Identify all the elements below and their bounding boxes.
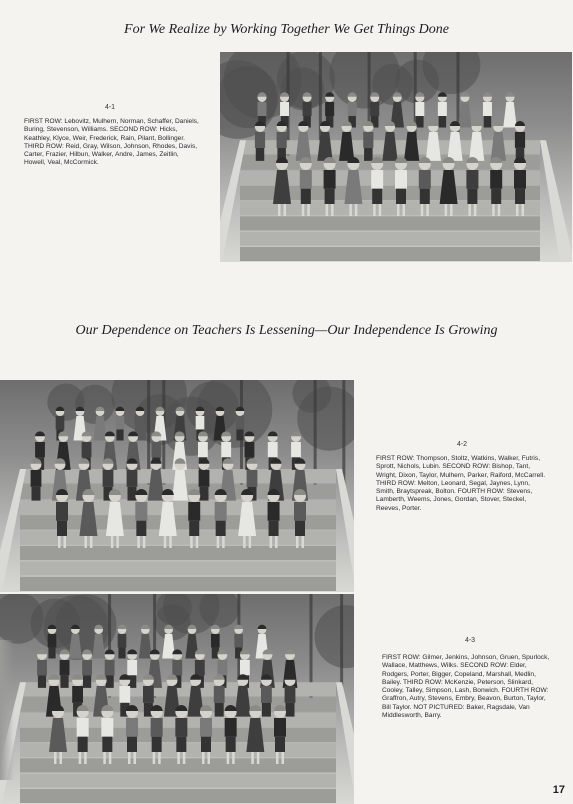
child-leg xyxy=(450,204,453,216)
child-shirt xyxy=(363,132,373,148)
child-shirt xyxy=(127,660,137,675)
child-hair xyxy=(49,674,60,679)
child-shirt xyxy=(48,634,57,647)
child-hair xyxy=(37,649,47,654)
child-trousers xyxy=(200,487,209,501)
child-trousers xyxy=(301,189,311,204)
child-shirt xyxy=(415,102,424,116)
child-dress xyxy=(447,132,462,161)
child-leg xyxy=(373,204,376,216)
child-leg xyxy=(60,752,63,764)
child-leg xyxy=(307,204,310,216)
child-hair xyxy=(35,431,45,436)
stair-wall-right xyxy=(336,682,354,804)
child-shirt xyxy=(196,416,205,429)
stair-step xyxy=(20,531,336,545)
child-trousers xyxy=(372,189,382,204)
child-leg xyxy=(284,204,287,216)
child-leg xyxy=(103,752,106,764)
child-shirt xyxy=(280,102,289,116)
child-shirt xyxy=(294,502,306,521)
child-leg xyxy=(326,204,329,216)
child-trousers xyxy=(484,116,492,127)
child-shirt xyxy=(277,132,287,148)
child-shirt xyxy=(325,102,334,116)
stair-step xyxy=(20,774,336,788)
section-number-4-3: 4-3 xyxy=(464,637,476,644)
child-trousers xyxy=(136,521,146,536)
child-leg xyxy=(296,536,299,548)
caption-4-3: FIRST ROW: Gilmer, Jenkins, Johnson, Gruen, Spurlock, Wallace, Matthews, Wilks. SECOND ROW: Elder, Rodgers, Porter, Bigger, Copeland, Marshall, Medlin, Bailey. THIRD ROW: McKenzie, Peterson, Slinkard, Cooley, Talley, Simpson, Lash, Bonwich. FOURTH ROW: Graffron, Autry, Stevens, Embry, Beavon, Burton, Taylor, Bill Taylor. NOT PICTURED: Baker, Ragsdale, Van Middlesworth, Barry. xyxy=(382,654,550,720)
middle-heading: Our Dependence on Teachers Is Lessening—Our Independence Is Growing xyxy=(75,323,498,338)
child-leg xyxy=(109,752,112,764)
child-leg xyxy=(164,536,167,548)
section-number-4-1: 4-1 xyxy=(104,104,116,111)
child-leg xyxy=(492,204,495,216)
child-leg xyxy=(90,536,93,548)
stair-step xyxy=(20,561,336,575)
child-leg xyxy=(331,204,334,216)
child-leg xyxy=(278,204,281,216)
child-dress xyxy=(426,132,441,161)
child-trousers xyxy=(364,148,373,161)
child-leg xyxy=(196,536,199,548)
child-leg xyxy=(379,204,382,216)
child-trousers xyxy=(226,737,236,752)
child-shirt xyxy=(234,634,243,647)
child-trousers xyxy=(118,647,125,658)
child-leg xyxy=(276,752,279,764)
child-trousers xyxy=(295,521,305,536)
child-trousers xyxy=(32,487,41,501)
child-shirt xyxy=(483,102,492,116)
child-leg xyxy=(397,204,400,216)
child-leg xyxy=(217,536,220,548)
child-trousers xyxy=(152,737,162,752)
child-dress xyxy=(503,102,517,128)
child-leg xyxy=(169,536,172,548)
child-shirt xyxy=(72,686,83,703)
child-hair xyxy=(258,625,267,629)
child-shirt xyxy=(135,502,147,521)
child-shirt xyxy=(60,660,70,675)
child-trousers xyxy=(116,429,123,440)
caption-4-1: FIRST ROW: Lebovitz, Mulhern, Norman, Schaffer, Daniels, Buring, Stevenson, Williams. SECOND ROW: Hicks, Keathley, Klyce, Weir, Frederick, Rain, Pilant, Bollinger. THIRD ROW: Reid, Gray, Wilson, Johnson, Rhodes, Davis, Carter, Frazier, Hilbun, Walker, Andre, James, Zeitlin, Howell, Veal, McCormick. xyxy=(24,118,199,167)
child-dress xyxy=(458,102,472,128)
stair-step xyxy=(240,247,540,261)
section-number-4-2: 4-2 xyxy=(456,441,468,448)
class-photo-4-2 xyxy=(0,380,354,592)
child-shirt xyxy=(56,416,65,429)
child-leg xyxy=(270,536,273,548)
child-leg xyxy=(516,204,519,216)
child-hair xyxy=(428,121,438,126)
child-leg xyxy=(275,536,278,548)
child-shirt xyxy=(514,170,526,189)
child-leg xyxy=(153,752,156,764)
child-leg xyxy=(282,752,285,764)
child-trousers xyxy=(215,703,224,717)
child-trousers xyxy=(57,521,67,536)
child-leg xyxy=(421,204,424,216)
top-heading: For We Realize by Working Together We Get Things Done xyxy=(124,22,449,37)
child-shirt xyxy=(303,102,312,116)
child-leg xyxy=(257,752,260,764)
child-shirt xyxy=(127,470,138,487)
child-dress xyxy=(296,132,311,161)
child-hair xyxy=(291,431,301,436)
child-shirt xyxy=(261,686,272,703)
child-shirt xyxy=(236,416,245,429)
child-trousers xyxy=(396,189,406,204)
tree-foliage xyxy=(314,605,354,668)
child-shirt xyxy=(291,442,301,457)
child-shirt xyxy=(35,442,45,457)
child-shirt xyxy=(214,686,225,703)
child-trousers xyxy=(127,737,137,752)
stair-step xyxy=(20,577,336,591)
child-trousers xyxy=(286,703,295,717)
child-shirt xyxy=(245,442,255,457)
child-shirt xyxy=(240,660,250,675)
child-leg xyxy=(183,752,186,764)
child-leg xyxy=(349,204,352,216)
child-trousers xyxy=(216,521,226,536)
child-leg xyxy=(302,204,305,216)
child-shirt xyxy=(490,170,502,189)
child-dress xyxy=(491,132,506,161)
child-shirt xyxy=(515,132,525,148)
child-leg xyxy=(137,536,140,548)
child-hair xyxy=(105,431,115,436)
child-shirt xyxy=(101,718,113,737)
child-leg xyxy=(58,536,61,548)
child-shirt xyxy=(151,718,163,737)
child-trousers xyxy=(416,116,424,127)
child-shirt xyxy=(31,470,42,487)
child-shirt xyxy=(438,102,447,116)
caption-4-2: FIRST ROW: Thompson, Stoltz, Watkins, Walker, Futris, Sprott, Nichols, Lubin. SECOND ROW: Bishop, Tant, Wright, Dixon, Taylor, Mulhern, Parker, Raiford, McCarrell. THIRD ROW: Melton, Leonard, Segal, Jaynes, Lynn, Smith, Braytspreak, Bolton. FOURTH ROW: Stevens, Lamberth, Weems, Jones, Gordan, Stover, Steckel, Reeves, Porter. xyxy=(376,455,546,512)
child-leg xyxy=(111,536,114,548)
child-hair xyxy=(460,92,469,97)
child-leg xyxy=(202,752,205,764)
child-trousers xyxy=(275,737,285,752)
child-leg xyxy=(251,752,254,764)
child-hair xyxy=(234,625,243,629)
child-leg xyxy=(498,204,501,216)
child-leg xyxy=(426,204,429,216)
child-shirt xyxy=(82,660,92,675)
child-leg xyxy=(208,752,211,764)
child-trousers xyxy=(38,675,46,688)
child-trousers xyxy=(48,647,55,658)
child-shirt xyxy=(247,470,258,487)
child-hair xyxy=(285,649,295,654)
child-shirt xyxy=(217,660,227,675)
child-shirt xyxy=(221,442,231,457)
child-leg xyxy=(355,204,358,216)
child-shirt xyxy=(198,442,208,457)
stair-step xyxy=(240,216,540,230)
child-trousers xyxy=(201,737,211,752)
child-leg xyxy=(522,204,525,216)
child-shirt xyxy=(188,502,200,521)
child-shirt xyxy=(395,170,407,189)
child-leg xyxy=(134,752,137,764)
child-shirt xyxy=(371,170,383,189)
child-shirt xyxy=(200,718,212,737)
stair-step xyxy=(240,232,540,246)
child-shirt xyxy=(116,416,125,429)
child-trousers xyxy=(102,737,112,752)
child-hair xyxy=(506,92,515,96)
stair-step xyxy=(20,789,336,803)
child-hair xyxy=(515,121,525,126)
child-leg xyxy=(54,752,57,764)
child-dress xyxy=(469,132,484,161)
tree-foliage xyxy=(154,604,190,640)
child-shirt xyxy=(199,470,210,487)
child-shirt xyxy=(175,718,187,737)
child-shirt xyxy=(268,502,280,521)
child-hair xyxy=(105,649,115,654)
child-shirt xyxy=(143,686,154,703)
child-trousers xyxy=(269,521,279,536)
child-hair xyxy=(268,431,278,436)
child-shirt xyxy=(119,686,130,703)
child-trousers xyxy=(256,148,265,161)
child-leg xyxy=(474,204,477,216)
child-leg xyxy=(84,752,87,764)
child-leg xyxy=(84,536,87,548)
child-trousers xyxy=(467,189,477,204)
child-leg xyxy=(227,752,230,764)
stair-step xyxy=(20,546,336,560)
child-trousers xyxy=(262,703,271,717)
child-shirt xyxy=(348,102,357,116)
child-trousers xyxy=(83,675,91,688)
class-photo-4-3 xyxy=(0,594,354,804)
child-shirt xyxy=(300,170,312,189)
child-leg xyxy=(64,536,67,548)
child-shirt xyxy=(268,442,278,457)
child-leg xyxy=(445,204,448,216)
child-hair xyxy=(141,625,150,629)
child-shirt xyxy=(172,660,182,675)
child-shirt xyxy=(77,718,89,737)
child-hair xyxy=(118,625,127,629)
child-leg xyxy=(243,536,246,548)
child-shirt xyxy=(215,502,227,521)
child-trousers xyxy=(106,675,114,688)
child-trousers xyxy=(60,675,68,688)
child-trousers xyxy=(515,189,525,204)
child-shirt xyxy=(258,102,267,116)
child-shirt xyxy=(324,170,336,189)
child-shirt xyxy=(419,170,431,189)
child-trousers xyxy=(176,737,186,752)
child-leg xyxy=(222,536,225,548)
child-shirt xyxy=(37,660,47,675)
child-shirt xyxy=(255,132,265,148)
child-hair xyxy=(150,649,160,654)
child-leg xyxy=(116,536,119,548)
child-shirt xyxy=(56,502,68,521)
child-leg xyxy=(79,752,82,764)
child-hair xyxy=(127,649,137,654)
child-hair xyxy=(472,121,482,126)
child-trousers xyxy=(325,189,335,204)
stair-wall-right xyxy=(540,140,572,262)
child-trousers xyxy=(491,189,501,204)
child-leg xyxy=(468,204,471,216)
child-trousers xyxy=(78,737,88,752)
child-leg xyxy=(190,536,193,548)
child-shirt xyxy=(103,470,114,487)
stair-wall-right xyxy=(336,469,354,592)
child-shirt xyxy=(126,718,138,737)
child-trousers xyxy=(128,487,137,501)
child-leg xyxy=(232,752,235,764)
child-shirt xyxy=(274,718,286,737)
child-hair xyxy=(493,121,503,126)
child-hair xyxy=(72,674,83,679)
child-leg xyxy=(302,536,305,548)
child-trousers xyxy=(236,429,243,440)
child-shirt xyxy=(370,102,379,116)
child-hair xyxy=(483,92,492,97)
child-trousers xyxy=(189,521,199,536)
child-shirt xyxy=(195,660,205,675)
child-shirt xyxy=(285,686,296,703)
class-photo-4-1 xyxy=(220,52,572,262)
page-number: 17 xyxy=(552,784,565,796)
child-shirt xyxy=(211,634,220,647)
child-leg xyxy=(128,752,131,764)
child-leg xyxy=(177,752,180,764)
child-dress xyxy=(339,132,354,161)
child-shirt xyxy=(82,442,92,457)
child-dress xyxy=(404,132,419,161)
child-leg xyxy=(249,536,252,548)
child-leg xyxy=(143,536,146,548)
child-shirt xyxy=(118,634,127,647)
child-trousers xyxy=(439,116,447,127)
child-leg xyxy=(158,752,161,764)
child-shirt xyxy=(151,442,161,457)
child-trousers xyxy=(420,189,430,204)
child-dress xyxy=(382,132,397,161)
child-shirt xyxy=(105,660,115,675)
child-shirt xyxy=(225,718,237,737)
page-edge-shadow xyxy=(0,640,14,780)
child-shirt xyxy=(466,170,478,189)
child-leg xyxy=(403,204,406,216)
